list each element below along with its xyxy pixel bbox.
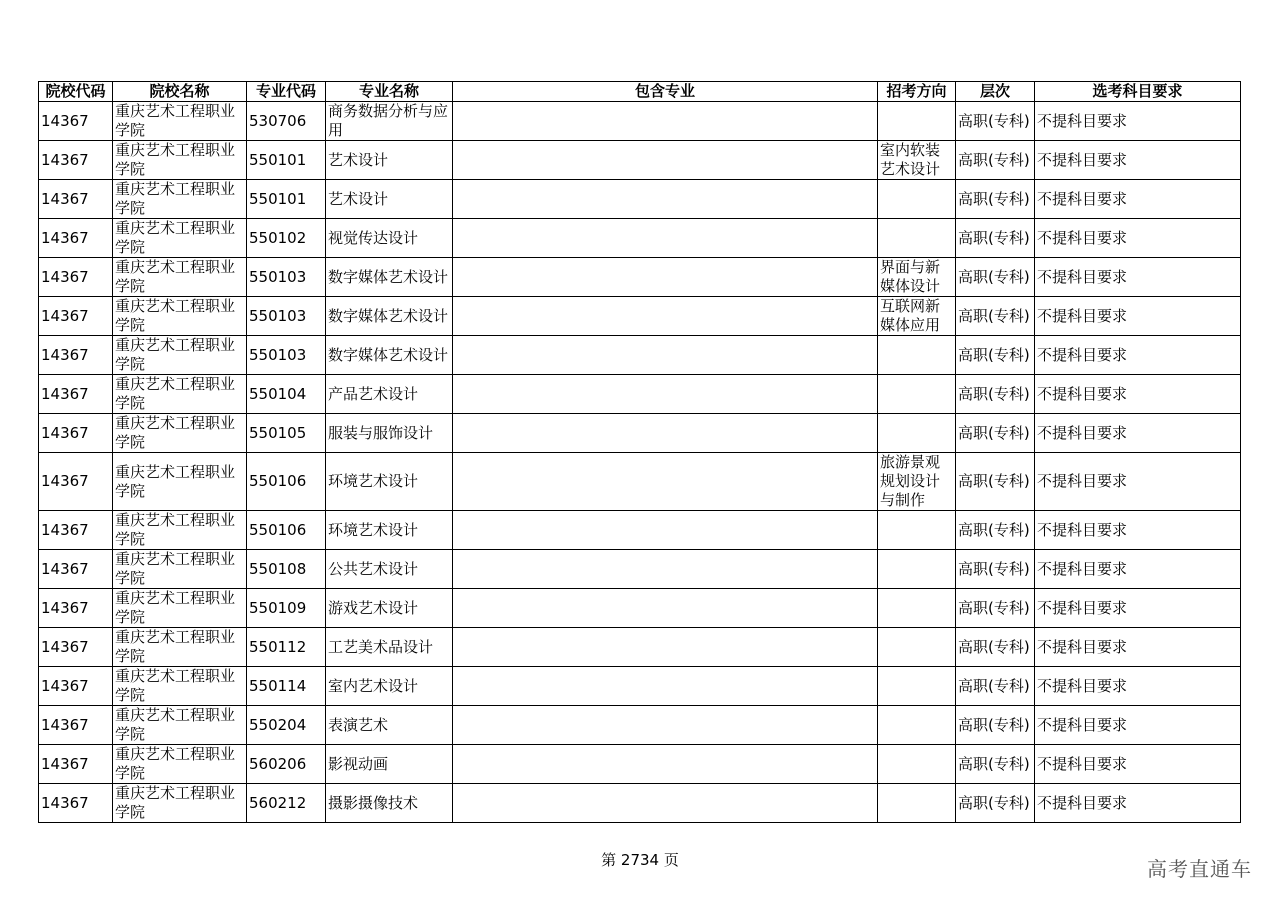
cell-school-name: 重庆艺术工程职业学院	[113, 589, 247, 628]
cell-level: 高职(专科)	[956, 628, 1035, 667]
cell-requirement: 不提科目要求	[1035, 667, 1241, 706]
cell-major-name: 游戏艺术设计	[326, 589, 453, 628]
admission-table-container	[38, 81, 1241, 823]
table-row	[39, 589, 1241, 628]
cell-included-majors	[453, 414, 878, 453]
table-row	[39, 628, 1241, 667]
cell-requirement: 不提科目要求	[1035, 628, 1241, 667]
table-row	[39, 745, 1241, 784]
cell-school-code: 14367	[39, 336, 113, 375]
cell-requirement: 不提科目要求	[1035, 336, 1241, 375]
cell-major-code: 550204	[247, 706, 326, 745]
cell-major-code: 530706	[247, 102, 326, 141]
cell-major-code: 550103	[247, 297, 326, 336]
cell-school-code: 14367	[39, 219, 113, 258]
cell-direction	[878, 784, 956, 823]
table-row	[39, 667, 1241, 706]
column-header-requirement: 选考科目要求	[1035, 82, 1241, 102]
table-row	[39, 297, 1241, 336]
cell-included-majors	[453, 141, 878, 180]
column-header-major-name: 专业名称	[326, 82, 453, 102]
cell-school-name: 重庆艺术工程职业学院	[113, 219, 247, 258]
cell-major-code: 550104	[247, 375, 326, 414]
cell-direction	[878, 511, 956, 550]
cell-included-majors	[453, 453, 878, 511]
cell-major-code: 560212	[247, 784, 326, 823]
cell-included-majors	[453, 706, 878, 745]
cell-included-majors	[453, 589, 878, 628]
cell-level: 高职(专科)	[956, 102, 1035, 141]
cell-requirement: 不提科目要求	[1035, 258, 1241, 297]
cell-level: 高职(专科)	[956, 375, 1035, 414]
cell-direction	[878, 414, 956, 453]
cell-requirement: 不提科目要求	[1035, 375, 1241, 414]
cell-school-name: 重庆艺术工程职业学院	[113, 375, 247, 414]
cell-school-name: 重庆艺术工程职业学院	[113, 550, 247, 589]
cell-direction	[878, 589, 956, 628]
cell-school-name: 重庆艺术工程职业学院	[113, 706, 247, 745]
cell-level: 高职(专科)	[956, 453, 1035, 511]
cell-requirement: 不提科目要求	[1035, 414, 1241, 453]
table-row	[39, 336, 1241, 375]
table-row	[39, 102, 1241, 141]
cell-major-name: 摄影摄像技术	[326, 784, 453, 823]
table-row	[39, 550, 1241, 589]
table-row	[39, 219, 1241, 258]
column-header-school-name: 院校名称	[113, 82, 247, 102]
cell-included-majors	[453, 550, 878, 589]
cell-requirement: 不提科目要求	[1035, 141, 1241, 180]
cell-school-code: 14367	[39, 667, 113, 706]
cell-major-name: 公共艺术设计	[326, 550, 453, 589]
cell-included-majors	[453, 297, 878, 336]
cell-school-code: 14367	[39, 258, 113, 297]
cell-level: 高职(专科)	[956, 141, 1035, 180]
cell-school-code: 14367	[39, 180, 113, 219]
cell-school-code: 14367	[39, 628, 113, 667]
cell-major-name: 产品艺术设计	[326, 375, 453, 414]
cell-major-name: 数字媒体艺术设计	[326, 297, 453, 336]
cell-major-name: 视觉传达设计	[326, 219, 453, 258]
cell-major-name: 商务数据分析与应用	[326, 102, 453, 141]
cell-school-name: 重庆艺术工程职业学院	[113, 628, 247, 667]
cell-direction	[878, 628, 956, 667]
cell-school-code: 14367	[39, 375, 113, 414]
cell-school-code: 14367	[39, 589, 113, 628]
cell-school-name: 重庆艺术工程职业学院	[113, 102, 247, 141]
cell-level: 高职(专科)	[956, 745, 1035, 784]
cell-direction	[878, 102, 956, 141]
cell-level: 高职(专科)	[956, 414, 1035, 453]
cell-major-code: 550101	[247, 180, 326, 219]
cell-major-code: 560206	[247, 745, 326, 784]
cell-school-name: 重庆艺术工程职业学院	[113, 784, 247, 823]
cell-school-code: 14367	[39, 784, 113, 823]
table-row	[39, 706, 1241, 745]
cell-direction: 界面与新媒体设计	[878, 258, 956, 297]
cell-requirement: 不提科目要求	[1035, 453, 1241, 511]
cell-included-majors	[453, 258, 878, 297]
cell-major-name: 室内艺术设计	[326, 667, 453, 706]
cell-requirement: 不提科目要求	[1035, 180, 1241, 219]
cell-major-name: 表演艺术	[326, 706, 453, 745]
cell-requirement: 不提科目要求	[1035, 102, 1241, 141]
cell-direction: 互联网新媒体应用	[878, 297, 956, 336]
column-header-level: 层次	[956, 82, 1035, 102]
table-body	[39, 102, 1241, 823]
cell-included-majors	[453, 336, 878, 375]
cell-requirement: 不提科目要求	[1035, 219, 1241, 258]
table-row	[39, 180, 1241, 219]
cell-level: 高职(专科)	[956, 589, 1035, 628]
cell-requirement: 不提科目要求	[1035, 550, 1241, 589]
cell-level: 高职(专科)	[956, 706, 1035, 745]
cell-included-majors	[453, 511, 878, 550]
cell-direction: 室内软装艺术设计	[878, 141, 956, 180]
cell-direction	[878, 667, 956, 706]
cell-school-code: 14367	[39, 414, 113, 453]
cell-school-name: 重庆艺术工程职业学院	[113, 511, 247, 550]
cell-major-code: 550112	[247, 628, 326, 667]
cell-direction	[878, 745, 956, 784]
table-row	[39, 375, 1241, 414]
cell-direction	[878, 180, 956, 219]
cell-level: 高职(专科)	[956, 336, 1035, 375]
cell-major-name: 艺术设计	[326, 141, 453, 180]
cell-level: 高职(专科)	[956, 180, 1035, 219]
column-header-school-code: 院校代码	[39, 82, 113, 102]
cell-direction	[878, 550, 956, 589]
cell-major-code: 550114	[247, 667, 326, 706]
cell-included-majors	[453, 180, 878, 219]
cell-major-code: 550108	[247, 550, 326, 589]
cell-direction	[878, 219, 956, 258]
watermark: 高考直通车	[1147, 857, 1252, 881]
cell-direction	[878, 336, 956, 375]
cell-level: 高职(专科)	[956, 219, 1035, 258]
cell-level: 高职(专科)	[956, 784, 1035, 823]
cell-school-code: 14367	[39, 102, 113, 141]
cell-level: 高职(专科)	[956, 667, 1035, 706]
cell-school-name: 重庆艺术工程职业学院	[113, 667, 247, 706]
cell-major-code: 550102	[247, 219, 326, 258]
cell-included-majors	[453, 375, 878, 414]
cell-requirement: 不提科目要求	[1035, 784, 1241, 823]
table-row	[39, 141, 1241, 180]
cell-school-name: 重庆艺术工程职业学院	[113, 141, 247, 180]
admission-table	[38, 81, 1241, 823]
cell-major-name: 数字媒体艺术设计	[326, 336, 453, 375]
cell-school-name: 重庆艺术工程职业学院	[113, 258, 247, 297]
cell-major-name: 工艺美术品设计	[326, 628, 453, 667]
cell-school-name: 重庆艺术工程职业学院	[113, 414, 247, 453]
cell-school-code: 14367	[39, 453, 113, 511]
cell-school-code: 14367	[39, 297, 113, 336]
cell-major-code: 550101	[247, 141, 326, 180]
cell-major-name: 数字媒体艺术设计	[326, 258, 453, 297]
cell-school-code: 14367	[39, 550, 113, 589]
column-header-included-majors: 包含专业	[453, 82, 878, 102]
column-header-major-code: 专业代码	[247, 82, 326, 102]
cell-major-code: 550105	[247, 414, 326, 453]
cell-level: 高职(专科)	[956, 511, 1035, 550]
cell-included-majors	[453, 219, 878, 258]
cell-school-name: 重庆艺术工程职业学院	[113, 745, 247, 784]
cell-level: 高职(专科)	[956, 297, 1035, 336]
cell-included-majors	[453, 628, 878, 667]
cell-direction: 旅游景观规划设计与制作	[878, 453, 956, 511]
cell-major-name: 环境艺术设计	[326, 511, 453, 550]
cell-major-name: 影视动画	[326, 745, 453, 784]
cell-requirement: 不提科目要求	[1035, 511, 1241, 550]
cell-school-name: 重庆艺术工程职业学院	[113, 453, 247, 511]
cell-requirement: 不提科目要求	[1035, 589, 1241, 628]
cell-major-name: 服装与服饰设计	[326, 414, 453, 453]
column-header-direction: 招考方向	[878, 82, 956, 102]
cell-major-code: 550103	[247, 258, 326, 297]
cell-direction	[878, 375, 956, 414]
table-row	[39, 784, 1241, 823]
cell-major-code: 550106	[247, 511, 326, 550]
cell-school-code: 14367	[39, 706, 113, 745]
cell-school-name: 重庆艺术工程职业学院	[113, 336, 247, 375]
table-header-row	[39, 82, 1241, 102]
cell-school-code: 14367	[39, 745, 113, 784]
table-row	[39, 414, 1241, 453]
cell-requirement: 不提科目要求	[1035, 706, 1241, 745]
cell-requirement: 不提科目要求	[1035, 745, 1241, 784]
cell-included-majors	[453, 667, 878, 706]
cell-major-code: 550103	[247, 336, 326, 375]
cell-requirement: 不提科目要求	[1035, 297, 1241, 336]
cell-major-name: 艺术设计	[326, 180, 453, 219]
cell-school-code: 14367	[39, 141, 113, 180]
cell-school-code: 14367	[39, 511, 113, 550]
cell-direction	[878, 706, 956, 745]
cell-major-name: 环境艺术设计	[326, 453, 453, 511]
cell-included-majors	[453, 102, 878, 141]
cell-level: 高职(专科)	[956, 258, 1035, 297]
cell-included-majors	[453, 784, 878, 823]
table-row	[39, 453, 1241, 511]
cell-school-name: 重庆艺术工程职业学院	[113, 297, 247, 336]
cell-major-code: 550106	[247, 453, 326, 511]
page-number: 第 2734 页	[601, 851, 679, 869]
cell-school-name: 重庆艺术工程职业学院	[113, 180, 247, 219]
cell-included-majors	[453, 745, 878, 784]
table-row	[39, 511, 1241, 550]
cell-major-code: 550109	[247, 589, 326, 628]
cell-level: 高职(专科)	[956, 550, 1035, 589]
table-row	[39, 258, 1241, 297]
